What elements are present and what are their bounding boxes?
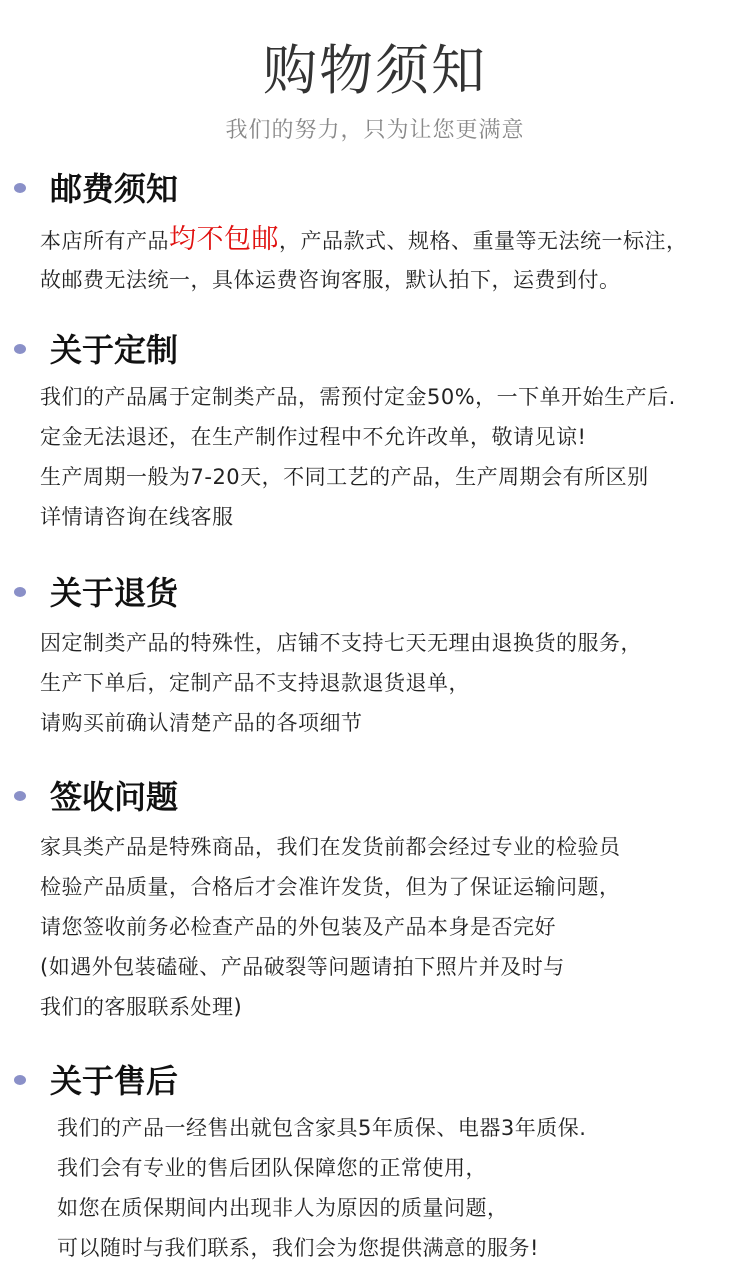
- section-shipping: [0, 166, 750, 292]
- section-heading: 关于定制: [50, 331, 179, 369]
- section-line: 我们会有专业的售后团队保障您的正常使用，: [57, 1156, 487, 1180]
- section-line: 检验产品质量，合格后才会准许发货，但为了保证运输问题，: [40, 875, 621, 899]
- section-heading: 邮费须知: [50, 170, 179, 208]
- section-line: 故邮费无法统一，具体运费咨询客服，默认拍下，运费到付。: [40, 268, 621, 292]
- section-line: 我们的客服联系处理): [40, 995, 243, 1019]
- page-title: 购物须知: [263, 39, 487, 102]
- section-line: 如您在质保期间内出现非人为原因的质量问题，: [57, 1196, 509, 1220]
- section-line: [40, 220, 688, 260]
- bullet-dot-icon: [14, 344, 26, 354]
- line-text: 本店所有产品: [40, 229, 169, 253]
- section-line: 家具类产品是特殊商品，我们在发货前都会经过专业的检验员: [40, 835, 621, 859]
- section-line: 生产周期一般为7-20天，不同工艺的产品，生产周期会有所区别: [40, 465, 649, 489]
- section-line: 我们的产品一经售出就包含家具5年质保、电器3年质保.: [57, 1116, 587, 1140]
- section-line: 因定制类产品的特殊性，店铺不支持七天无理由退换货的服务，: [40, 631, 642, 655]
- free-shipping-warning: 均不包邮: [169, 224, 279, 255]
- page-subtitle: 我们的努力，只为让您更满意: [225, 118, 525, 143]
- bullet-dot-icon: [14, 1075, 26, 1085]
- section-heading: 签收问题: [50, 778, 179, 816]
- section-heading: 关于退货: [50, 574, 179, 612]
- section-line: (如遇外包装磕碰、产品破裂等问题请拍下照片并及时与: [40, 955, 565, 979]
- section-receipt: [0, 774, 750, 1019]
- section-line: 生产下单后，定制产品不支持退款退货退单，: [40, 671, 470, 695]
- section-returns: [0, 570, 750, 735]
- section-line: 请您签收前务必检查产品的外包装及产品本身是否完好: [40, 915, 556, 939]
- line-text: ，产品款式、规格、重量等无法统一标注，: [279, 229, 688, 253]
- section-line: 详情请咨询在线客服: [40, 505, 234, 529]
- bullet-dot-icon: [14, 587, 26, 597]
- bullet-dot-icon: [14, 183, 26, 193]
- section-heading: 关于售后: [50, 1062, 179, 1100]
- section-line: 定金无法退还，在生产制作过程中不允许改单，敬请见谅!: [40, 425, 587, 449]
- bullet-dot-icon: [14, 791, 26, 801]
- section-after-sales: [0, 1058, 750, 1260]
- section-line: 我们的产品属于定制类产品，需预付定金50%，一下单开始生产后.: [40, 385, 676, 409]
- section-line: 请购买前确认清楚产品的各项细节: [40, 711, 363, 735]
- section-customization: [0, 327, 750, 529]
- section-line: 可以随时与我们联系，我们会为您提供满意的服务!: [57, 1236, 539, 1260]
